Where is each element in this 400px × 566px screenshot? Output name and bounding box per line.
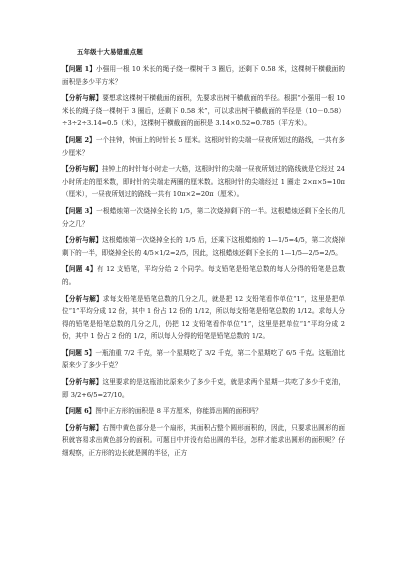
analysis-1-text: 要想求这棵树干横截面的面积，先要求出树干横截面的半径。根据“小强用一根 10 米长的绳子绕一棵树干 3 圈后，还剩下 0.58 米”，可以求出树干横截面的半径是（10－0.58）÷3÷2÷3.14=0.5（米），这棵树干横截面的面积是 3.14×0.52=0.785（平方米）。 — [62, 94, 346, 128]
analysis-4 — [62, 293, 345, 343]
problem-6-label: 【问题 6】 — [62, 407, 96, 416]
analysis-6-text: 右图中黄色部分是一个扇形，其面积占整个圆形面积的，因此，只要求出圆形的面积就容易求出黄色部分的面积。可题目中并没有给出圆的半径，怎样才能求出圆形的面积呢？仔细观察，正方形的边长就是圆的半径，正方 — [62, 423, 346, 458]
problem-5-label: 【问题 5】 — [62, 348, 96, 357]
problem-5-text: 一瓶油重 7/2 千克，第一个星期吃了 3/2 千克，第二个星期吃了 6/5 千克。这瓶油比原来少了多少千克？ — [62, 348, 345, 370]
analysis-5-text: 这里要求的是这瓶油比原来少了多少千克，就是求两个星期一共吃了多少千克油，即 3/2+6/5=27/10。 — [62, 378, 346, 399]
analysis-3-label: 【分析与解】 — [62, 236, 103, 245]
analysis-2-text: 挂钟上的时针每小时走一大格，这根时针的尖端一昼夜所划过的路线就是它经过 24 小时所走的厘米数，即时针的尖端走两圈的厘米数。这根时针的尖端经过 1 圈走 2×π×5=10π（厘米），一昼夜所划过的路线一共有 10π×2=20π（厘米）。 — [62, 165, 345, 199]
analysis-4-label: 【分析与解】 — [62, 294, 103, 303]
problem-2-label: 【问题 2】 — [62, 135, 96, 144]
problem-1 — [62, 63, 345, 88]
analysis-3 — [62, 234, 345, 259]
analysis-2-label: 【分析与解】 — [62, 165, 102, 174]
problem-3-label: 【问题 3】 — [62, 206, 97, 215]
analysis-5-label: 【分析与解】 — [62, 378, 103, 387]
analysis-3-text: 这根蜡烛第一次烧掉全长的 1/5 后，还乘下这根蜡烛的 1—1/5=4/5，第二次烧掉剩下的一半，即烧掉全长的 4/5×1/2=2/5，因此，这根蜡烛还剩下全长的 1—1/5—2/5=2/5。 — [62, 236, 346, 257]
problem-1-label: 【问题 1】 — [62, 65, 97, 73]
problem-4-label: 【问题 4】 — [62, 265, 97, 274]
analysis-6 — [62, 422, 345, 460]
analysis-6-label: 【分析与解】 — [62, 423, 103, 432]
analysis-1 — [62, 92, 345, 130]
analysis-5 — [62, 376, 345, 401]
problem-6 — [62, 405, 345, 418]
problem-2-text: 一个挂钟，钟面上的时针长 5 厘米。这根时针的尖端一昼夜所划过的路线，一共有多少厘米？ — [62, 135, 345, 157]
problem-4-text: 有 12 支铅笔，平均分给 2 个同学。每支铅笔是铅笔总数的每人分得的铅笔是总数的。 — [62, 265, 345, 286]
analysis-4-text: 求每支铅笔是铅笔总数的几分之几，就是把 12 支铅笔看作单位“1”，这里是把单位“1”平均分成 12 份，其中 1 份占 12 份的 1/12，所以每支铅笔是铅笔总数的 1/12。求每人分得的铅笔是铅笔总数的几分之几，仍把 12 支铅笔看作单位“1”，这里是把单位“1”平均分成 2 份，其中 1 份占 2 份的 1/2，所以每人分得的铅笔是铅笔总数的 1/2。 — [62, 294, 345, 341]
analysis-1-label: 【分析与解】 — [62, 94, 103, 103]
problem-1-text: 小强用一根 10 米长的绳子绕一棵树干 3 圈后，还剩下 0.58 米，这棵树干横截面的面积是多少平方米？ — [62, 65, 345, 86]
document-title: 五年级十大易错重点题 — [77, 48, 143, 56]
problem-6-text: 图中正方形的面积是 8 平方厘米，你能算出圆的面积吗？ — [95, 407, 262, 416]
document-body — [62, 63, 345, 464]
problem-4 — [62, 263, 345, 288]
problem-3-text: 一根蜡烛第一次烧掉全长的 1/5，第二次烧掉剩下的一半。这根蜡烛还剩下全长的几分之几？ — [62, 206, 345, 228]
problem-2 — [62, 134, 345, 159]
problem-3 — [62, 205, 345, 230]
analysis-2 — [62, 163, 345, 201]
problem-5 — [62, 347, 345, 372]
